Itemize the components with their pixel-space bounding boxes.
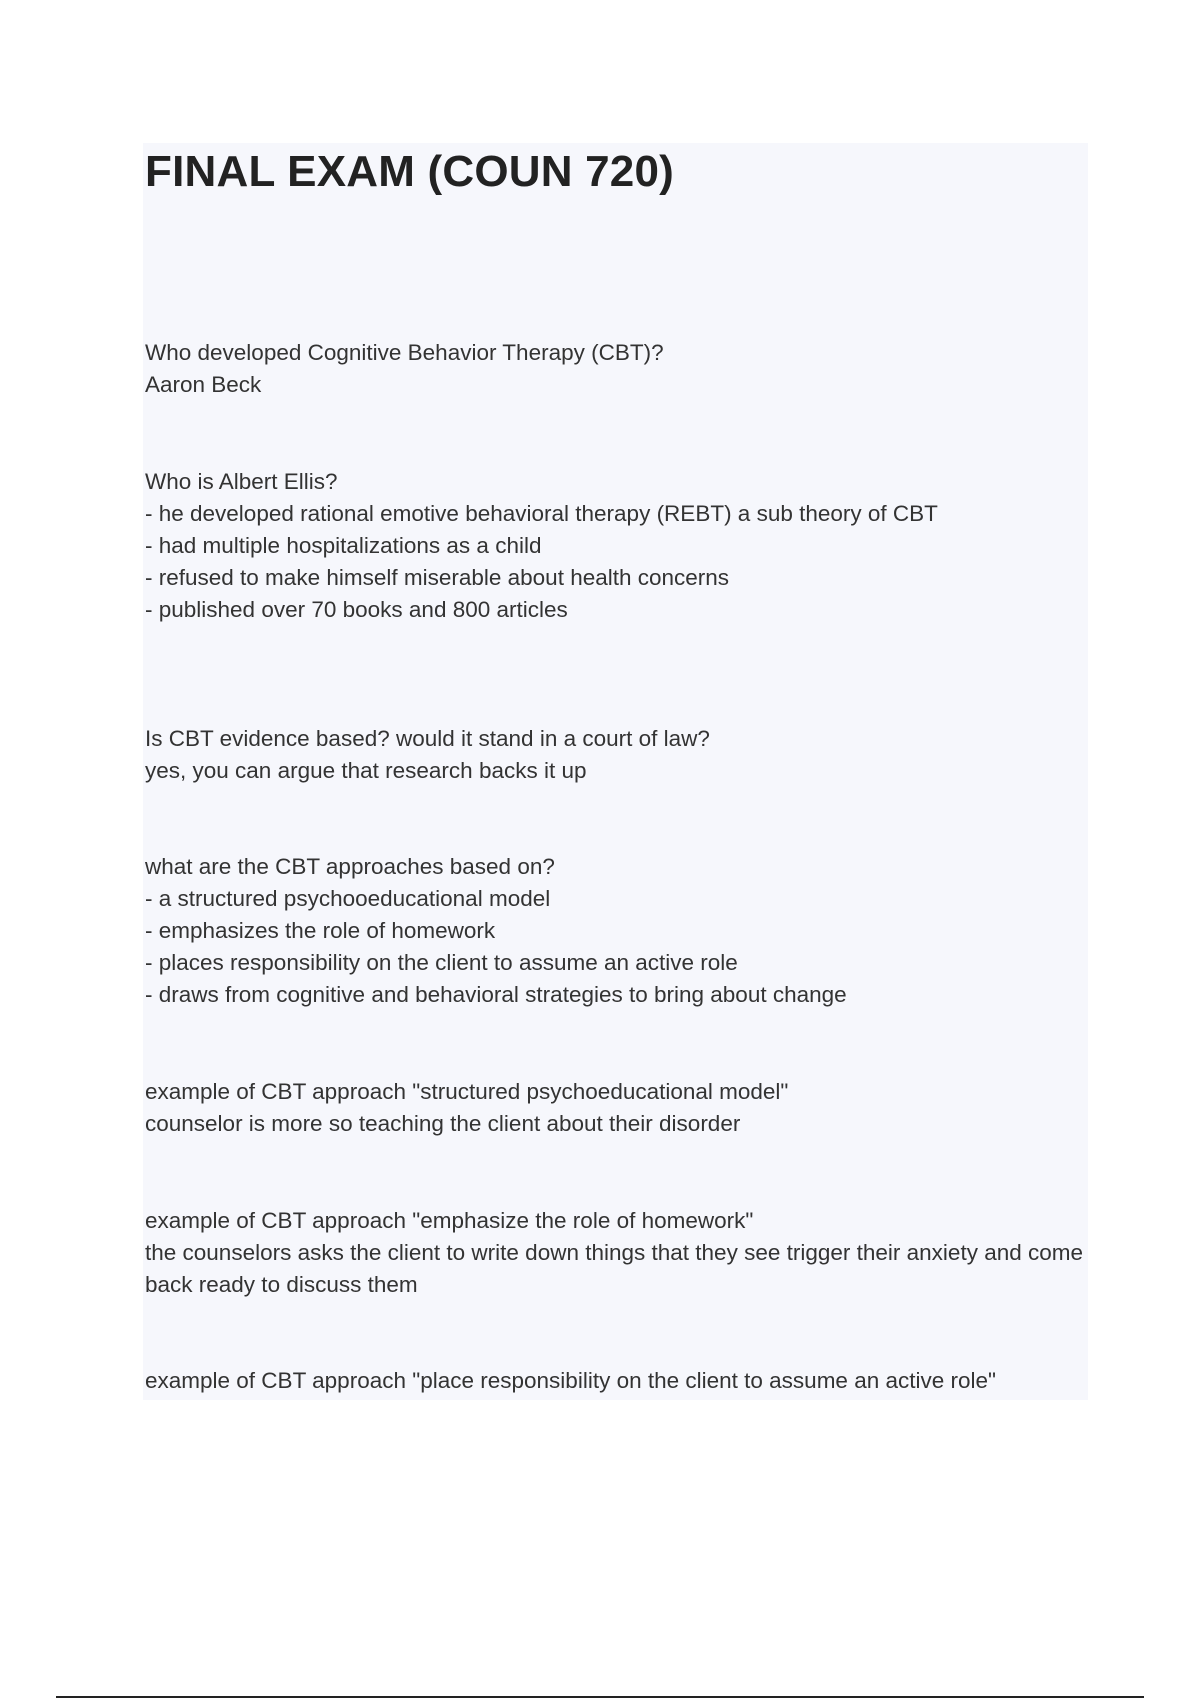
question-text: example of CBT approach "place responsibility on the client to assume an active role" bbox=[145, 1368, 997, 1393]
qa-card bbox=[145, 851, 1090, 1011]
answer-text: the counselors asks the client to write down things that they see trigger their anxiety and come back ready to discuss them bbox=[145, 1240, 1084, 1297]
question-text: example of CBT approach "structured psychoeducational model" bbox=[145, 1079, 789, 1104]
answer-text: - published over 70 books and 800 articles bbox=[145, 597, 568, 622]
question-text: Who developed Cognitive Behavior Therapy (CBT)? bbox=[145, 340, 664, 365]
page-title: FINAL EXAM (COUN 720) bbox=[145, 147, 674, 196]
answer-text: yes, you can argue that research backs it up bbox=[145, 758, 587, 783]
qa-card bbox=[145, 1365, 1090, 1397]
qa-card bbox=[145, 1076, 1090, 1140]
answer-text: counselor is more so teaching the client about their disorder bbox=[145, 1111, 741, 1136]
answer-text: - emphasizes the role of homework bbox=[145, 918, 496, 943]
question-text: example of CBT approach "emphasize the role of homework" bbox=[145, 1208, 754, 1233]
footer-divider bbox=[56, 1696, 1144, 1698]
qa-card bbox=[145, 1205, 1090, 1301]
answer-text: Aaron Beck bbox=[145, 372, 262, 397]
answer-text: - draws from cognitive and behavioral strategies to bring about change bbox=[145, 982, 847, 1007]
answer-text: - a structured psychooeducational model bbox=[145, 886, 551, 911]
answer-text: - places responsibility on the client to assume an active role bbox=[145, 950, 738, 975]
answer-text: - had multiple hospitalizations as a child bbox=[145, 533, 542, 558]
qa-card bbox=[145, 723, 1090, 787]
question-text: what are the CBT approaches based on? bbox=[145, 854, 555, 879]
answer-text: - he developed rational emotive behavioral therapy (REBT) a sub theory of CBT bbox=[145, 501, 938, 526]
question-text: Is CBT evidence based? would it stand in a court of law? bbox=[145, 726, 710, 751]
answer-text: - refused to make himself miserable about health concerns bbox=[145, 565, 730, 590]
qa-card bbox=[145, 337, 1090, 401]
qa-card bbox=[145, 466, 1090, 626]
question-text: Who is Albert Ellis? bbox=[145, 469, 338, 494]
